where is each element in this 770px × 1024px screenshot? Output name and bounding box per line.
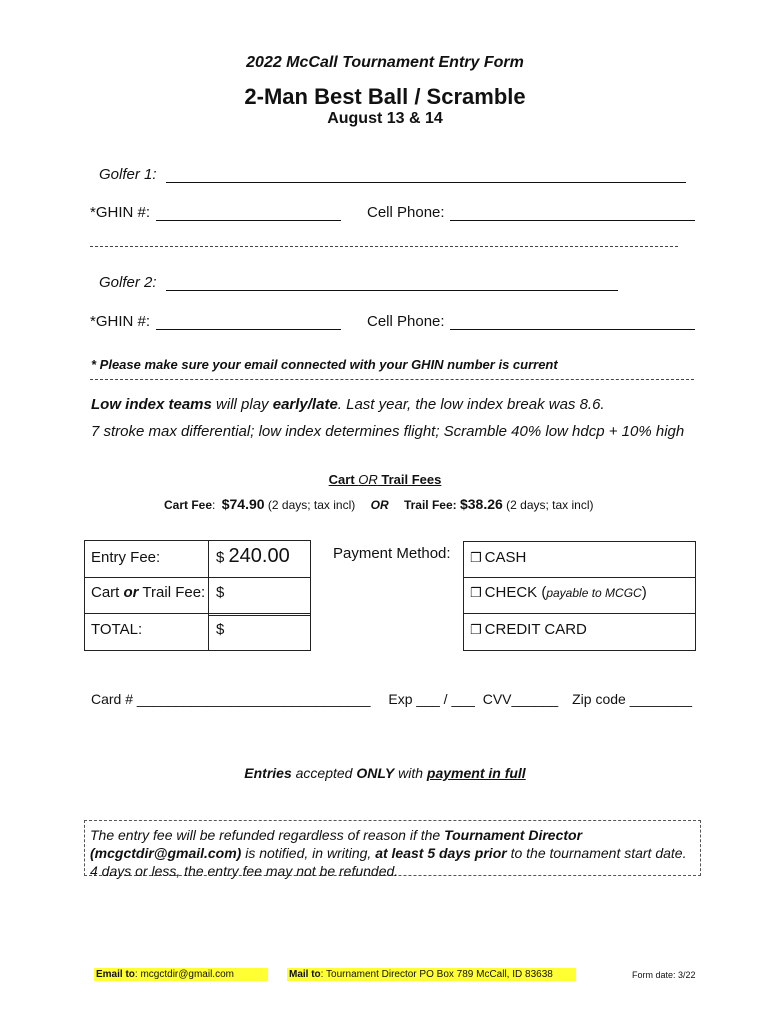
exp-field[interactable]: ___ / ___ bbox=[416, 691, 475, 707]
payment-option-check[interactable]: ❒ CHECK (payable to MCGC) bbox=[470, 584, 647, 601]
card-label: Card # bbox=[91, 691, 134, 707]
entry-fee-value: $ 240.00 bbox=[216, 545, 290, 567]
exp-label: Exp bbox=[388, 691, 413, 707]
cart-fee-colon: : bbox=[212, 498, 216, 512]
cart-fee-amount: $74.90 bbox=[221, 496, 265, 512]
golfer2-ghin-field[interactable] bbox=[156, 315, 341, 330]
golfer1-row bbox=[99, 166, 157, 183]
zip-label: Zip code bbox=[572, 691, 626, 707]
total-label: TOTAL: bbox=[91, 621, 143, 638]
form-title: 2022 McCall Tournament Entry Form bbox=[246, 54, 524, 71]
cvv-field[interactable]: ______ bbox=[511, 691, 559, 707]
refund-policy: The entry fee will be refunded regardless of reason if the Tournament Director (mcgctdir@gmail.com) is notified, in writing, at least 5 days prior to the tournament start date. 4 days or less, the entry fee may not be refunded. bbox=[84, 820, 701, 876]
checkbox-icon[interactable]: ❒ bbox=[470, 550, 482, 565]
footer-mail: Mail to: Tournament Director PO Box 789 McCall, ID 83638 bbox=[287, 968, 576, 981]
trail-fee-note: (2 days; tax incl) bbox=[506, 498, 594, 512]
payment-method-label: Payment Method: bbox=[333, 545, 451, 562]
fee-table-divider bbox=[84, 577, 311, 578]
flight-info: 7 stroke max differential; low index determines flight; Scramble 40% low hdcp + 10% high bbox=[91, 423, 685, 440]
event-name: 2-Man Best Ball / Scramble bbox=[244, 84, 526, 109]
fees-heading bbox=[0, 472, 770, 487]
ghin-email-note: * Please make sure your email connected with your GHIN number is current bbox=[91, 357, 558, 372]
trail-fee-amount: $38.26 bbox=[459, 496, 503, 512]
early-late-text: early/late bbox=[272, 396, 338, 413]
low-index-teams-text: Low index teams bbox=[91, 396, 212, 413]
golfer2-phone-label: Cell Phone: bbox=[367, 313, 445, 330]
golfer2-ghin-label: *GHIN #: bbox=[90, 313, 151, 330]
golfer1-phone-label: Cell Phone: bbox=[367, 204, 445, 221]
golfer1-ghin-label: *GHIN #: bbox=[90, 204, 151, 221]
fees-heading-text: Cart OR Trail Fees bbox=[328, 472, 442, 487]
cart-fee-note: (2 days; tax incl) bbox=[267, 498, 356, 512]
fee-table-divider bbox=[208, 540, 209, 651]
golfer2-phone-field[interactable] bbox=[450, 315, 695, 330]
golfer1-phone-field[interactable] bbox=[450, 206, 695, 221]
cart-trail-fee-field[interactable]: $ bbox=[216, 584, 225, 601]
payment-divider bbox=[463, 613, 696, 614]
golfer2-label: Golfer 2: bbox=[99, 274, 157, 291]
checkbox-icon[interactable]: ❒ bbox=[470, 585, 482, 600]
zip-field[interactable]: ________ bbox=[629, 691, 692, 707]
info-text: . Last year, the low index break was 8.6. bbox=[337, 396, 605, 413]
form-date: Form date: 3/22 bbox=[632, 970, 696, 980]
entry-fee-label: Entry Fee: bbox=[91, 549, 161, 566]
card-row bbox=[91, 691, 692, 707]
cart-trail-fee-label: Cart or Trail Fee: bbox=[91, 584, 206, 601]
golfer1-name-field[interactable] bbox=[166, 168, 686, 183]
or-text: OR bbox=[370, 498, 389, 512]
checkbox-icon[interactable]: ❒ bbox=[470, 622, 482, 637]
payment-divider bbox=[463, 577, 696, 578]
fee-details bbox=[164, 496, 594, 512]
card-number-field[interactable]: ______________________________ bbox=[136, 691, 371, 707]
divider bbox=[90, 379, 694, 380]
golfer1-ghin-field[interactable] bbox=[156, 206, 341, 221]
divider bbox=[90, 246, 678, 247]
fee-table-divider bbox=[84, 613, 311, 614]
cvv-label: CVV bbox=[482, 691, 512, 707]
fee-table-divider bbox=[208, 615, 311, 616]
event-dates: August 13 & 14 bbox=[327, 110, 443, 127]
golfer1-label: Golfer 1: bbox=[99, 166, 157, 183]
payment-option-credit[interactable]: ❒ CREDIT CARD bbox=[470, 621, 587, 638]
total-field[interactable]: $ bbox=[216, 621, 225, 638]
cart-fee-label: Cart Fee bbox=[164, 498, 213, 512]
info-text: will play bbox=[211, 396, 273, 413]
golfer2-name-field[interactable] bbox=[166, 276, 618, 291]
low-index-info bbox=[91, 396, 605, 413]
footer-email: Email to: mcgctdir@gmail.com bbox=[94, 968, 268, 981]
trail-fee-label: Trail Fee: bbox=[403, 498, 457, 512]
entries-notice: Entries accepted ONLY with payment in full bbox=[244, 765, 526, 781]
payment-option-cash[interactable]: ❒ CASH bbox=[470, 549, 527, 566]
